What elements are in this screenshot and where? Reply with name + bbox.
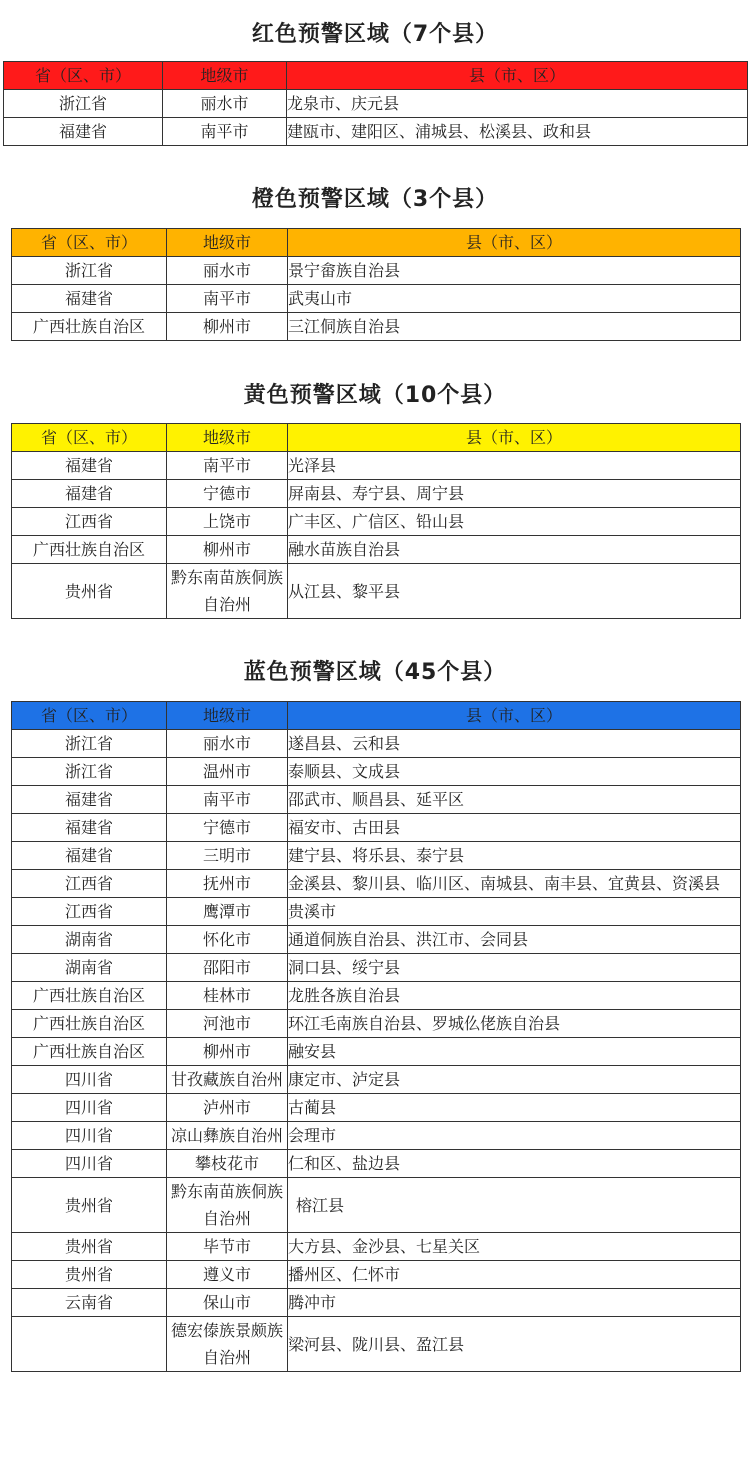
county-cell: 梁河县、陇川县、盈江县 [288,1317,741,1372]
province-cell: 四川省 [12,1150,167,1178]
city-cell: 毕节市 [167,1233,288,1261]
table-row [12,452,741,480]
county-cell: 广丰区、广信区、铅山县 [288,508,741,536]
province-cell [12,1317,167,1372]
table-row [12,1233,741,1261]
table-row [12,536,741,564]
county-cell: 洞口县、绥宁县 [288,954,741,982]
table-row [12,870,741,898]
header-province: 省（区、市） [12,424,167,452]
header-city: 地级市 [163,62,287,90]
table-row [12,1094,741,1122]
city-cell: 怀化市 [167,926,288,954]
province-cell: 云南省 [12,1289,167,1317]
city-cell: 南平市 [167,285,288,313]
header-province: 省（区、市） [4,62,163,90]
orange-warning-table [11,228,741,341]
table-row [12,1150,741,1178]
header-county: 县（市、区） [288,424,741,452]
city-cell: 鹰潭市 [167,898,288,926]
table-row [12,285,741,313]
province-cell: 贵州省 [12,1261,167,1289]
table-row [12,1317,741,1372]
province-cell: 浙江省 [12,730,167,758]
county-cell: 金溪县、黎川县、临川区、南城县、南丰县、宜黄县、资溪县 [288,870,741,898]
city-cell: 黔东南苗族侗族自治州 [167,564,288,619]
county-cell: 康定市、泸定县 [288,1066,741,1094]
city-cell: 抚州市 [167,870,288,898]
red-warning-section [0,20,750,50]
county-cell: 仁和区、盐边县 [288,1150,741,1178]
county-cell: 融水苗族自治县 [288,536,741,564]
county-cell: 泰顺县、文成县 [288,758,741,786]
county-cell: 腾冲市 [288,1289,741,1317]
county-cell: 贵溪市 [288,898,741,926]
table-row [12,1289,741,1317]
province-cell: 浙江省 [4,90,163,118]
province-cell: 四川省 [12,1094,167,1122]
table-row [12,1261,741,1289]
section-title: 橙色预警区域（3个县） [251,187,499,212]
province-cell: 福建省 [12,480,167,508]
city-cell: 南平市 [167,786,288,814]
header-province: 省（区、市） [12,229,167,257]
header-city: 地级市 [167,229,288,257]
county-cell: 古蔺县 [288,1094,741,1122]
city-cell: 上饶市 [167,508,288,536]
city-cell: 桂林市 [167,982,288,1010]
table-row [12,508,741,536]
table-row [12,480,741,508]
county-cell: 榕江县 [288,1178,741,1233]
table-row [12,926,741,954]
county-cell: 福安市、古田县 [288,814,741,842]
header-city: 地级市 [167,702,288,730]
table-row [12,1038,741,1066]
city-cell: 泸州市 [167,1094,288,1122]
province-cell: 浙江省 [12,758,167,786]
province-cell: 福建省 [12,452,167,480]
table-header [12,702,741,730]
table-header [12,229,741,257]
header-county: 县（市、区） [288,229,741,257]
header-county: 县（市、区） [288,702,741,730]
table-row [12,842,741,870]
city-cell: 攀枝花市 [167,1150,288,1178]
table-row [4,118,748,146]
table-row [12,786,741,814]
county-cell: 建宁县、将乐县、泰宁县 [288,842,741,870]
city-cell: 柳州市 [167,536,288,564]
province-cell: 广西壮族自治区 [12,536,167,564]
table-row [12,564,741,619]
city-cell: 宁德市 [167,814,288,842]
province-cell: 湖南省 [12,926,167,954]
province-cell: 四川省 [12,1066,167,1094]
county-cell: 武夷山市 [288,285,741,313]
table-row [12,898,741,926]
table-row [12,730,741,758]
city-cell: 南平市 [167,452,288,480]
section-title: 黄色预警区域（10个县） [243,383,507,408]
province-cell: 贵州省 [12,1178,167,1233]
city-cell: 保山市 [167,1289,288,1317]
section-title: 红色预警区域（7个县） [251,22,499,47]
province-cell: 贵州省 [12,564,167,619]
province-cell: 湖南省 [12,954,167,982]
table-row [4,90,748,118]
county-cell: 大方县、金沙县、七星关区 [288,1233,741,1261]
county-cell: 三江侗族自治县 [288,313,741,341]
section-title: 蓝色预警区域（45个县） [243,660,507,685]
county-cell: 融安县 [288,1038,741,1066]
orange-warning-section [0,185,750,215]
table-row [12,1122,741,1150]
county-cell: 从江县、黎平县 [288,564,741,619]
county-cell: 邵武市、顺昌县、延平区 [288,786,741,814]
table-row [12,954,741,982]
header-province: 省（区、市） [12,702,167,730]
province-cell: 广西壮族自治区 [12,982,167,1010]
province-cell: 江西省 [12,870,167,898]
province-cell: 福建省 [12,842,167,870]
red-warning-table [3,61,748,146]
city-cell: 丽水市 [163,90,287,118]
city-cell: 邵阳市 [167,954,288,982]
province-cell: 江西省 [12,508,167,536]
county-cell: 环江毛南族自治县、罗城仫佬族自治县 [288,1010,741,1038]
yellow-warning-table [11,423,741,619]
city-cell: 三明市 [167,842,288,870]
table-row [12,257,741,285]
table-row [12,313,741,341]
province-cell: 广西壮族自治区 [12,1010,167,1038]
city-cell: 南平市 [163,118,287,146]
city-cell: 黔东南苗族侗族自治州 [167,1178,288,1233]
city-cell: 柳州市 [167,1038,288,1066]
table-row [12,982,741,1010]
county-cell: 播州区、仁怀市 [288,1261,741,1289]
county-cell: 建瓯市、建阳区、浦城县、松溪县、政和县 [287,118,748,146]
city-cell: 温州市 [167,758,288,786]
table-row [12,1010,741,1038]
province-cell: 浙江省 [12,257,167,285]
province-cell: 福建省 [4,118,163,146]
county-cell: 通道侗族自治县、洪江市、会同县 [288,926,741,954]
city-cell: 丽水市 [167,730,288,758]
city-cell: 丽水市 [167,257,288,285]
table-row [12,814,741,842]
county-cell: 龙胜各族自治县 [288,982,741,1010]
province-cell: 福建省 [12,814,167,842]
header-city: 地级市 [167,424,288,452]
table-header [4,62,748,90]
province-cell: 贵州省 [12,1233,167,1261]
table-row [12,758,741,786]
blue-warning-table [11,701,741,1372]
city-cell: 柳州市 [167,313,288,341]
county-cell: 会理市 [288,1122,741,1150]
blue-warning-section [0,658,750,688]
county-cell: 遂昌县、云和县 [288,730,741,758]
province-cell: 四川省 [12,1122,167,1150]
county-cell: 龙泉市、庆元县 [287,90,748,118]
city-cell: 甘孜藏族自治州 [167,1066,288,1094]
city-cell: 遵义市 [167,1261,288,1289]
county-cell: 光泽县 [288,452,741,480]
table-row [12,1066,741,1094]
county-cell: 景宁畲族自治县 [288,257,741,285]
yellow-warning-section [0,381,750,411]
city-cell: 德宏傣族景颇族自治州 [167,1317,288,1372]
city-cell: 河池市 [167,1010,288,1038]
province-cell: 江西省 [12,898,167,926]
table-row [12,1178,741,1233]
city-cell: 宁德市 [167,480,288,508]
city-cell: 凉山彝族自治州 [167,1122,288,1150]
province-cell: 福建省 [12,285,167,313]
table-header [12,424,741,452]
header-county: 县（市、区） [287,62,748,90]
province-cell: 福建省 [12,786,167,814]
province-cell: 广西壮族自治区 [12,313,167,341]
county-cell: 屏南县、寿宁县、周宁县 [288,480,741,508]
province-cell: 广西壮族自治区 [12,1038,167,1066]
